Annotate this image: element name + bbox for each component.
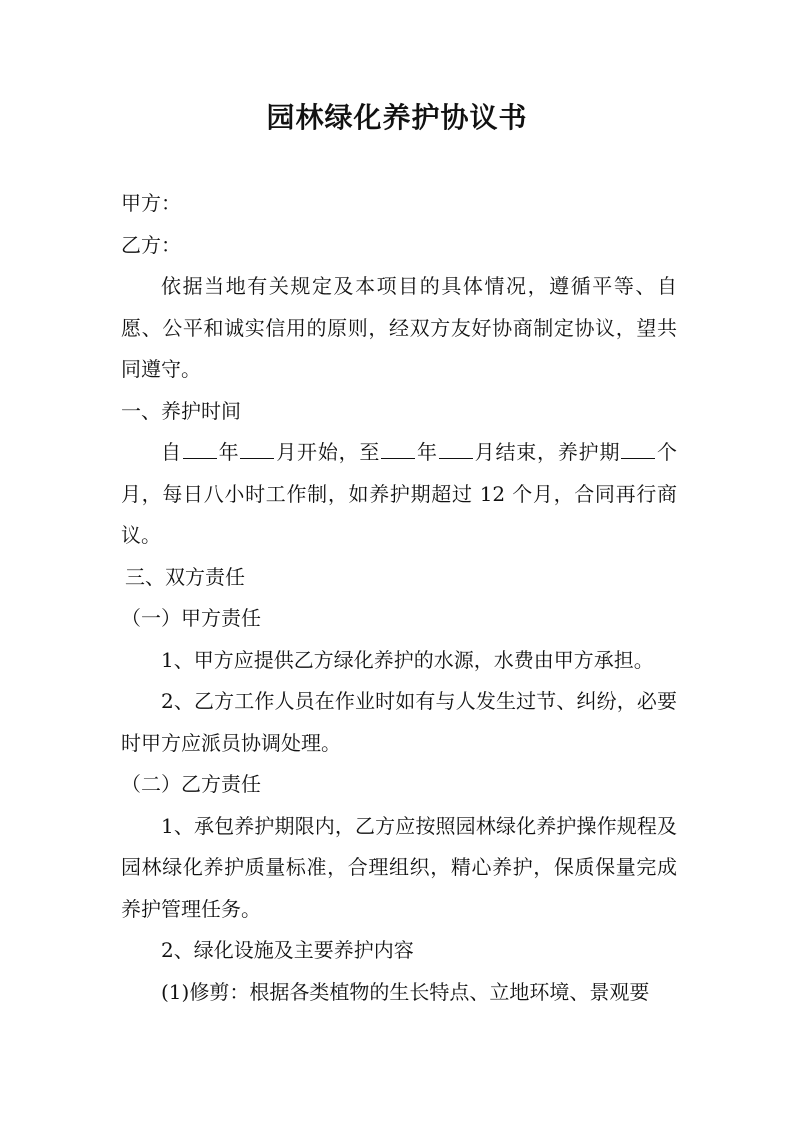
- end-year-blank[interactable]: [381, 440, 415, 459]
- document-body: [121, 183, 677, 1013]
- party-a-duties-heading: （一）甲方责任: [121, 606, 261, 630]
- party-b-line: 乙方：: [121, 232, 181, 257]
- party-a-duty-2: 2、乙方工作人员在作业时如有与人发生过节、纠纷，必要时甲方应派员协调处理。: [121, 689, 677, 755]
- party-b-duty-1: 1、承包养护期限内，乙方应按照园林绿化养护操作规程及园林绿化养护质量标准，合理组织，精心养护，保质保量完成养护管理任务。: [121, 813, 677, 921]
- party-b-duty-2-1: (1)修剪：根据各类植物的生长特点、立地环境、景观要: [161, 979, 650, 1004]
- section-1-heading: 一、养护时间: [121, 398, 241, 423]
- end-month-blank[interactable]: [439, 440, 473, 459]
- party-a-duty-1: 1、甲方应提供乙方绿化养护的水源，水费由甲方承担。: [161, 647, 654, 672]
- party-b-duty-2: 2、绿化设施及主要养护内容: [161, 938, 414, 962]
- section-3-heading: 三、双方责任: [125, 564, 245, 589]
- start-year-blank[interactable]: [183, 440, 217, 459]
- term-text-6: 个月，每日八小时工作制，如养护期超过 12 个月，合同再行商议。: [121, 440, 678, 547]
- term-text-1: 自: [161, 440, 182, 464]
- term-paragraph: [121, 432, 677, 557]
- term-text-5: 月结束，养护期: [473, 440, 621, 464]
- term-text-2: 年: [217, 440, 240, 464]
- party-b-duties-heading: （二）乙方责任: [121, 772, 261, 796]
- party-a-line: 甲方：: [121, 191, 181, 215]
- start-month-blank[interactable]: [240, 440, 274, 459]
- term-text-4: 年: [416, 440, 438, 464]
- document-title: 园林绿化养护协议书: [266, 101, 528, 134]
- period-months-blank[interactable]: [621, 440, 655, 459]
- intro-paragraph: 依据当地有关规定及本项目的具体情况，遵循平等、自愿、公平和诚实信用的原则，经双方友好协商制定协议，望共同遵守。: [121, 274, 677, 381]
- term-text-3: 月开始，至: [275, 440, 381, 464]
